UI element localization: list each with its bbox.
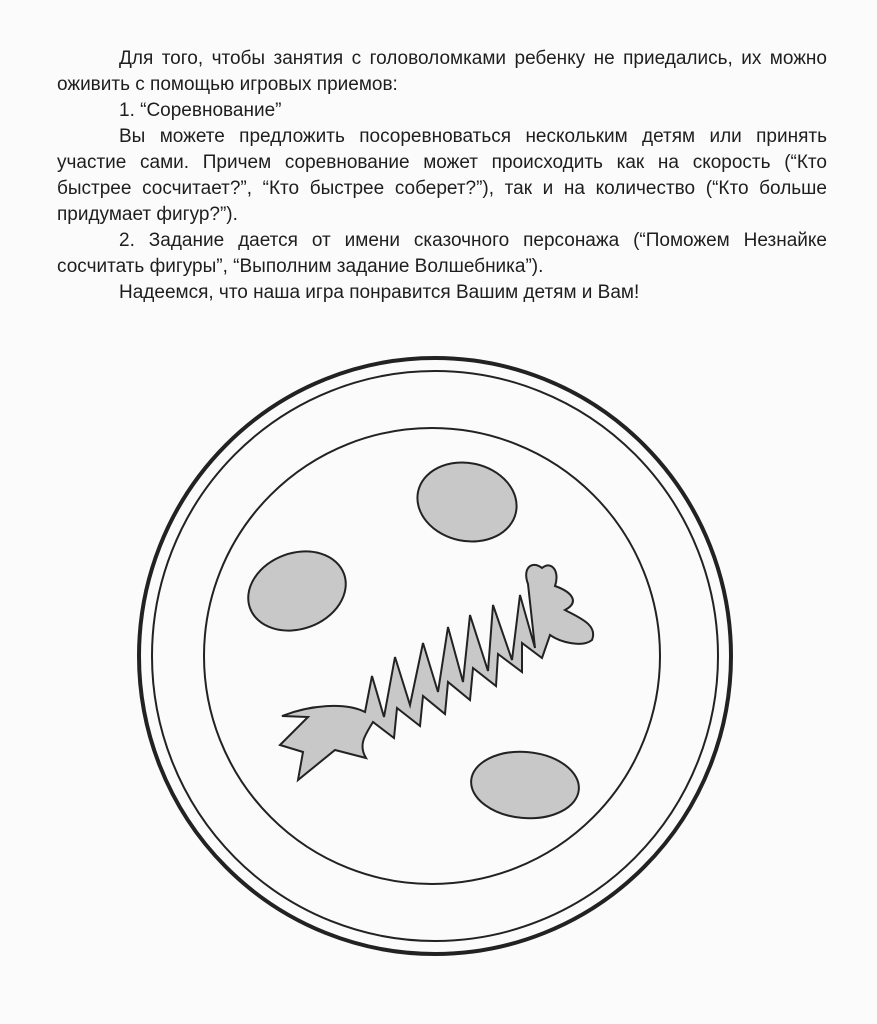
oval-shape-bottom	[468, 747, 581, 822]
puzzle-illustration	[120, 340, 760, 980]
closing-paragraph: Надеемся, что наша игра понравится Вашим детям и Вам!	[119, 282, 640, 303]
plate-middle-rim	[152, 371, 718, 941]
instructions-text	[57, 46, 827, 306]
oval-shape-top	[410, 453, 524, 550]
item-2-paragraph: 2. Задание дается от имени сказочного персонажа (“Поможем Незнайке сосчитать фигуры”, “Выполним задание Волшебника”).	[57, 230, 827, 277]
plate-outer-rim	[139, 358, 731, 954]
oval-shape-left	[237, 538, 357, 644]
intro-paragraph: Для того, чтобы занятия с головоломками ребенку не приедались, их можно оживить с помощью игровых приемов:	[57, 48, 827, 95]
competition-paragraph: Вы можете предложить посоревноваться нескольким детям или принять участие сами. Причем соревнование может происходить как на скорость (“Кто быстрее сосчитает?”, “Кто быстрее соберет?”), так и на количество (“Кто больше придумает фигур?”).	[57, 126, 827, 225]
plate-drawing	[120, 340, 760, 980]
item-1-heading: 1. “Соревнование”	[119, 100, 282, 121]
